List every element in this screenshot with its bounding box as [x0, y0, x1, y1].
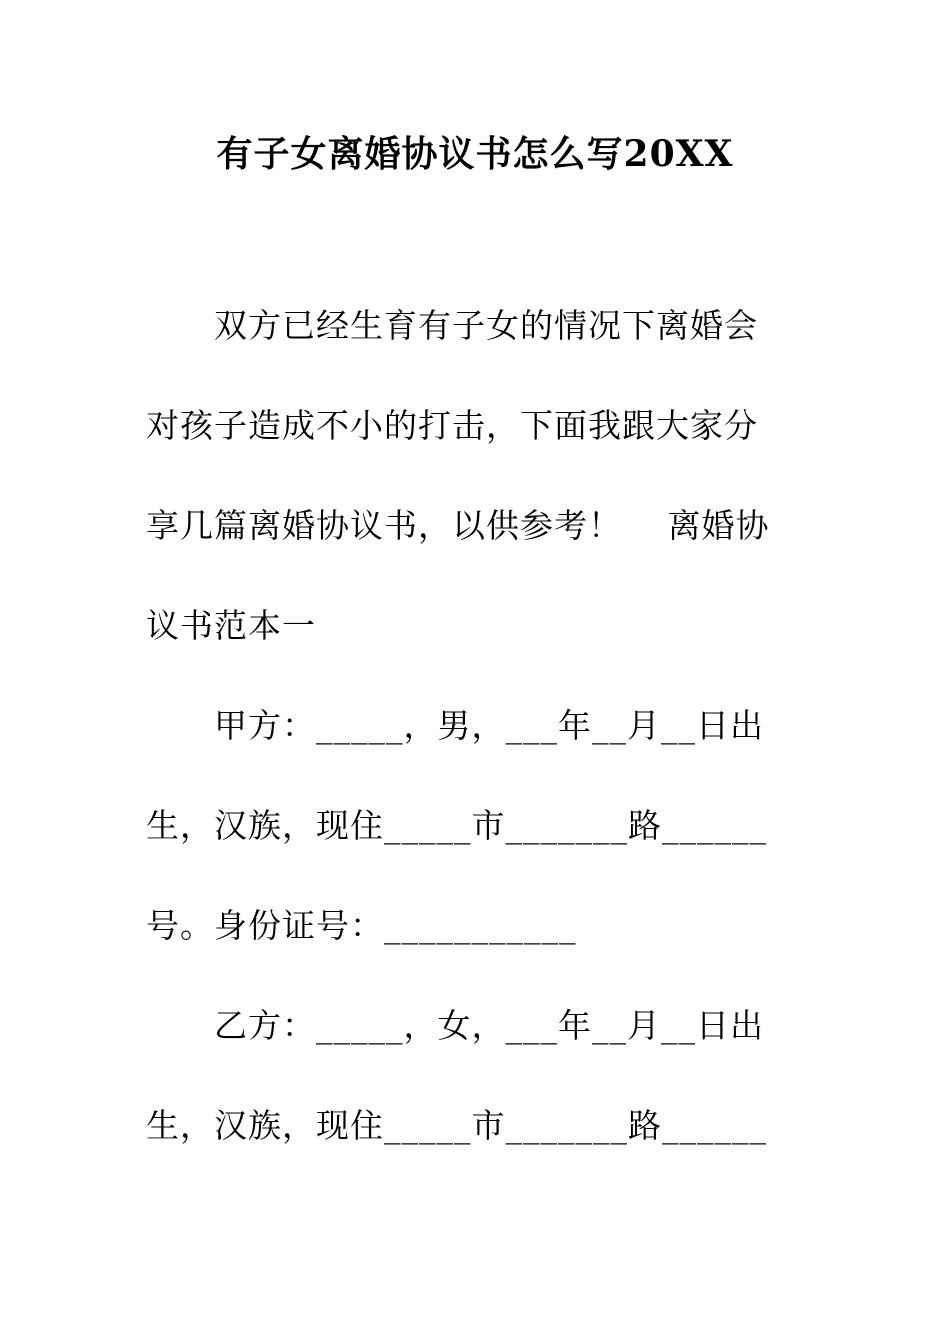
party-a-line-3: 号。身份证号：___________	[146, 906, 577, 945]
party-b-line-2: 生，汉族，现住_____市_______路______	[146, 1106, 767, 1145]
paragraph-line-4: 议书范本一	[146, 606, 316, 645]
paragraph-line-2: 对孩子造成不小的打击，下面我跟大家分	[146, 406, 758, 445]
party-a-line-1: 甲方：_____，男，___年__月__日出	[214, 706, 764, 745]
party-b-line-1: 乙方：_____，女，___年__月__日出	[214, 1006, 764, 1045]
paragraph-line-1: 双方已经生育有子女的情况下离婚会	[214, 306, 758, 345]
paragraph-line-3: 享几篇离婚协议书，以供参考！ 离婚协	[146, 506, 770, 545]
document-title: 有子女离婚协议书怎么写20XX	[216, 133, 734, 175]
party-a-line-2: 生，汉族，现住_____市_______路______	[146, 806, 767, 845]
